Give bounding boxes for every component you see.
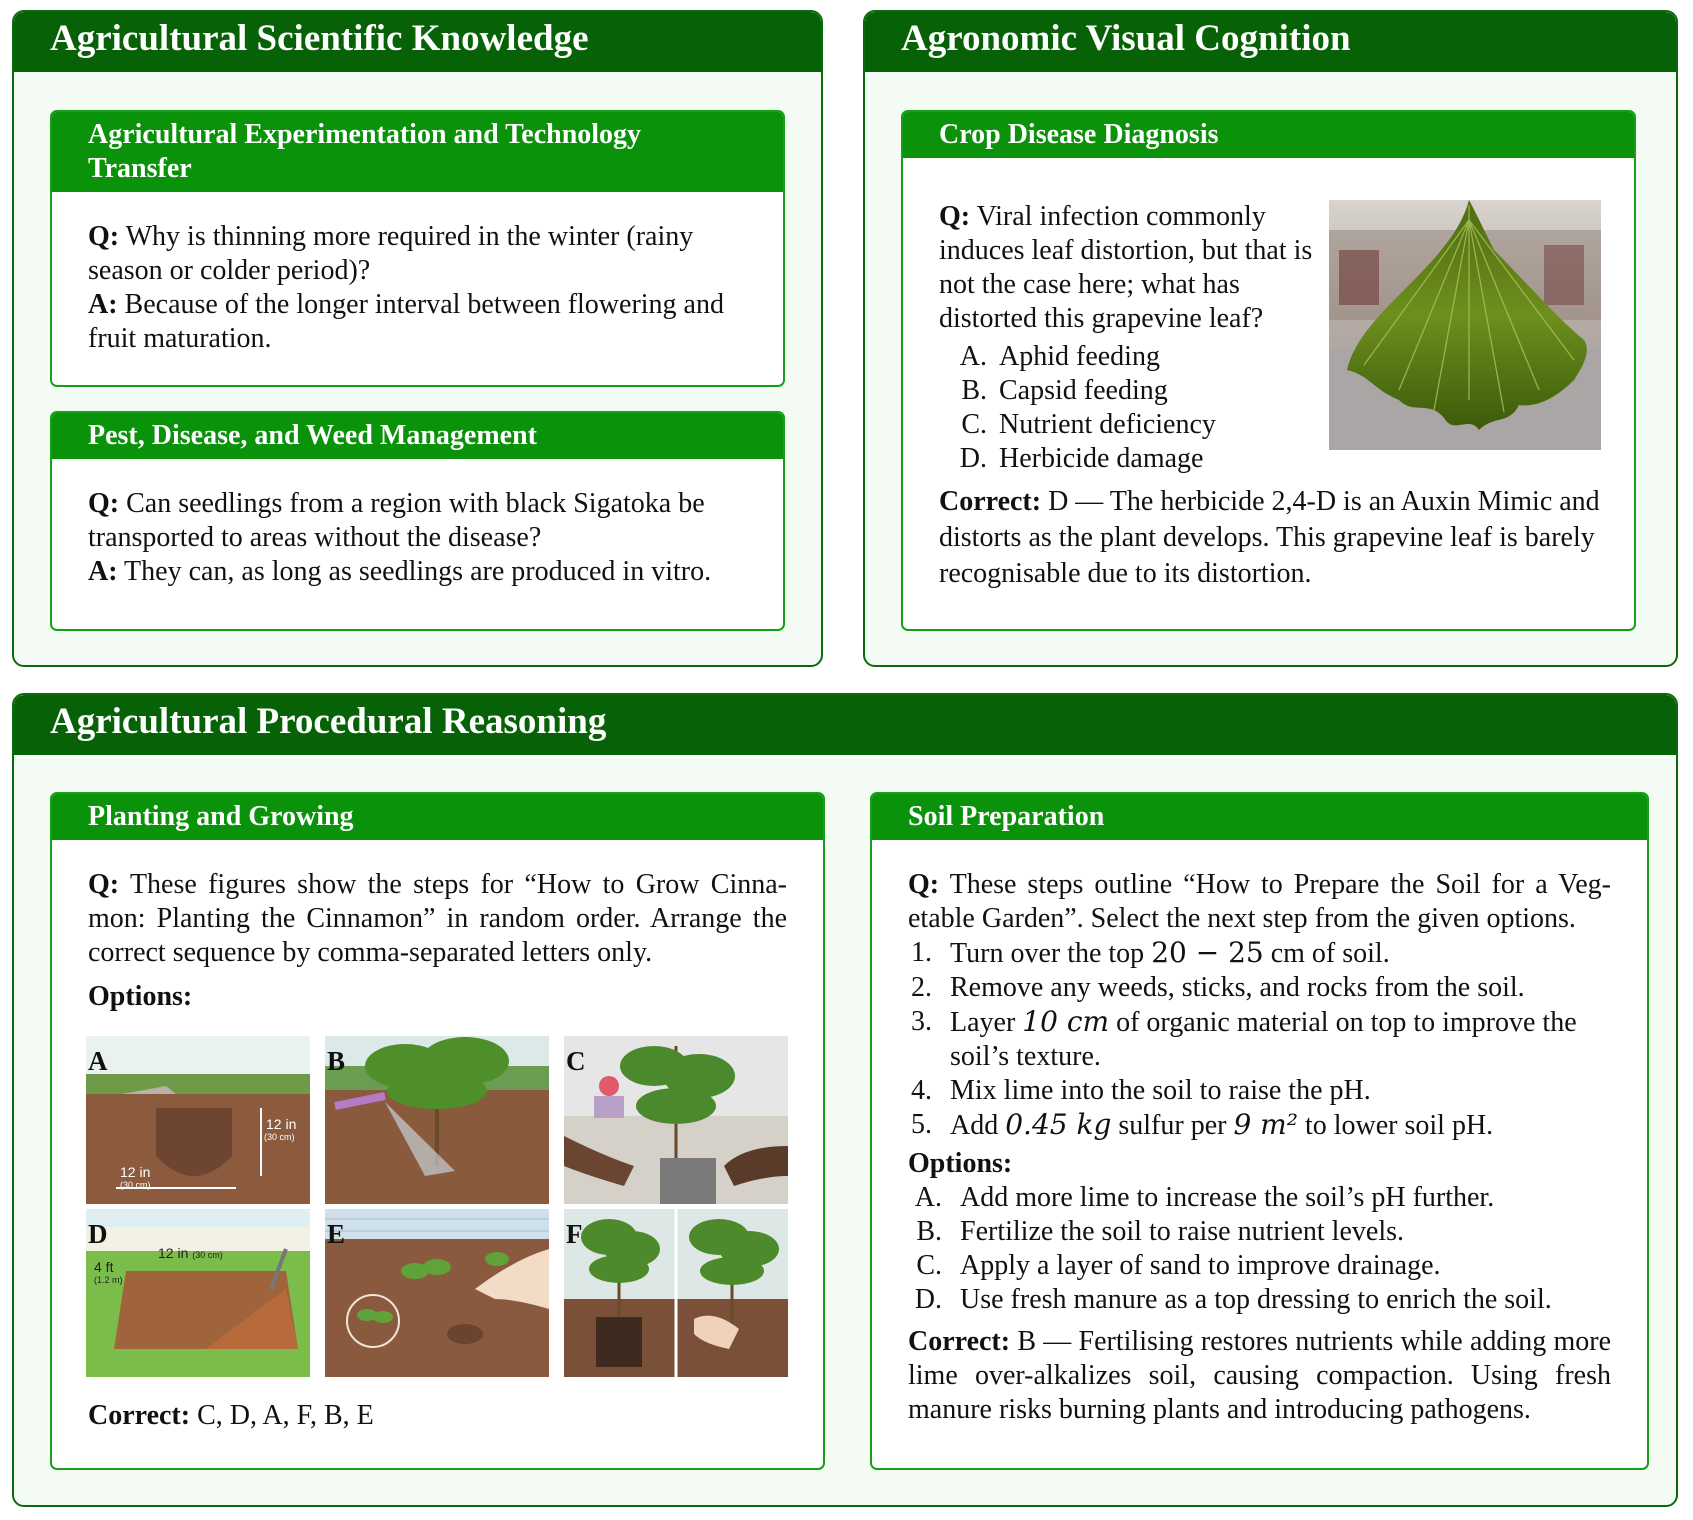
card-title: Soil Preparation <box>872 794 1647 840</box>
experimentation-card <box>50 110 785 387</box>
option-item: D. Use fresh manure as a top dressing to enrich the soil. <box>914 1284 1552 1315</box>
qa-answer: A: Because of the longer interval between flowering and fruit maturation. <box>88 289 724 354</box>
soil-card <box>870 792 1649 1470</box>
option-item: A. Aphid feeding <box>959 341 1160 372</box>
option-image-d: D 12 in (30 cm) 4 ft (1.2 m) <box>86 1209 310 1377</box>
option-image-c: C <box>564 1036 788 1204</box>
option-item: B. Fertilize the soil to raise nutrient levels. <box>916 1216 1404 1247</box>
options-label: Options: <box>908 1148 1013 1179</box>
crop-disease-card <box>901 110 1636 631</box>
image-note: (1.2 m) <box>94 1275 123 1285</box>
option-list <box>872 1181 1647 1317</box>
question-text: Q: These figures show the steps for “How to Grow Cinna- mon: Planting the Cinnamon” in random order. Arrange the correct sequence by comma-separated letters only. <box>88 869 788 968</box>
step-item: 1. Turn over the top 20 − 25 cm of soil. <box>911 936 1390 969</box>
scientific-knowledge-panel <box>12 10 823 667</box>
question-text: Q: Viral infection commonly induces leaf distortion, but that is not the case here; what has distorted this grapevine leaf? <box>939 201 1313 334</box>
image-note: (30 cm) <box>120 1180 151 1190</box>
panel-title: Agricultural Procedural Reasoning <box>14 695 1676 755</box>
option-item: C. Apply a layer of sand to improve drainage. <box>916 1250 1441 1281</box>
qa-question: Q: Why is thinning more required in the winter (rainy season or colder period)? <box>88 221 694 286</box>
option-image-e: E <box>325 1209 549 1377</box>
panel-title: Agricultural Scientific Knowledge <box>14 12 821 72</box>
planting-card <box>50 792 825 1470</box>
image-note: (30 cm) <box>264 1132 295 1142</box>
pest-management-card <box>50 411 785 631</box>
step-item: 5. Add 0.45 kg sulfur per 9 m² to lower soil pH. <box>911 1108 1494 1141</box>
step-list <box>872 936 1647 1143</box>
grapevine-leaf-image <box>1329 200 1601 450</box>
image-note: 12 in <box>120 1164 151 1180</box>
step-item: 2. Remove any weeds, sticks, and rocks from the soil. <box>911 972 1525 1003</box>
panel-title: Agronomic Visual Cognition <box>865 12 1676 72</box>
correct-answer: Correct: D — The herbicide 2,4-D is an Auxin Mimic and distorts as the plant develops. This grapevine leaf is barely recognisable due to its distortion. <box>939 486 1600 589</box>
qa-question: Q: Can seedlings from a region with black Sigatoka be transported to areas without the disease? <box>88 488 705 553</box>
option-item: A. Add more lime to increase the soil’s pH further. <box>914 1182 1495 1213</box>
qa-answer: A: They can, as long as seedlings are produced in vitro. <box>88 556 712 587</box>
question-text: Q: These steps outline “How to Prepare the Soil for a Veg- etable Garden”. Select the next step from the given options. <box>908 869 1611 934</box>
step-item: 4. Mix lime into the soil to raise the pH. <box>911 1075 1371 1106</box>
visual-cognition-panel <box>863 10 1678 667</box>
option-image-b: B <box>325 1036 549 1204</box>
option-item: D. Herbicide damage <box>959 443 1204 474</box>
card-title: Pest, Disease, and Weed Management <box>52 413 783 459</box>
image-note: 4 ft <box>94 1259 114 1275</box>
image-note: 12 in (30 cm) <box>158 1245 223 1261</box>
card-title: Agricultural Experimentation and Technology Transfer <box>52 112 783 192</box>
option-image-a: A 12 in (30 cm) 12 in (30 cm) <box>86 1036 310 1204</box>
step-item: 3. Layer 10 cm of organic material on top to improve the soil’s texture. <box>911 1005 1577 1072</box>
options-label: Options: <box>88 981 193 1012</box>
option-list <box>951 340 1331 476</box>
option-image-f: F <box>564 1209 788 1377</box>
image-note: 12 in <box>266 1116 297 1132</box>
card-title: Planting and Growing <box>52 794 823 840</box>
card-title: Crop Disease Diagnosis <box>903 112 1634 158</box>
option-item: B. Capsid feeding <box>961 375 1168 406</box>
option-item: C. Nutrient deficiency <box>961 409 1216 440</box>
procedural-reasoning-panel <box>12 693 1678 1507</box>
correct-answer: Correct: B — Fertilising restores nutrients while adding more lime over-alkalizes soil, causing compaction. Using fresh manure risks burning plants and introducing pathogens. <box>908 1326 1611 1425</box>
correct-answer: Correct: C, D, A, F, B, E <box>88 1400 374 1431</box>
